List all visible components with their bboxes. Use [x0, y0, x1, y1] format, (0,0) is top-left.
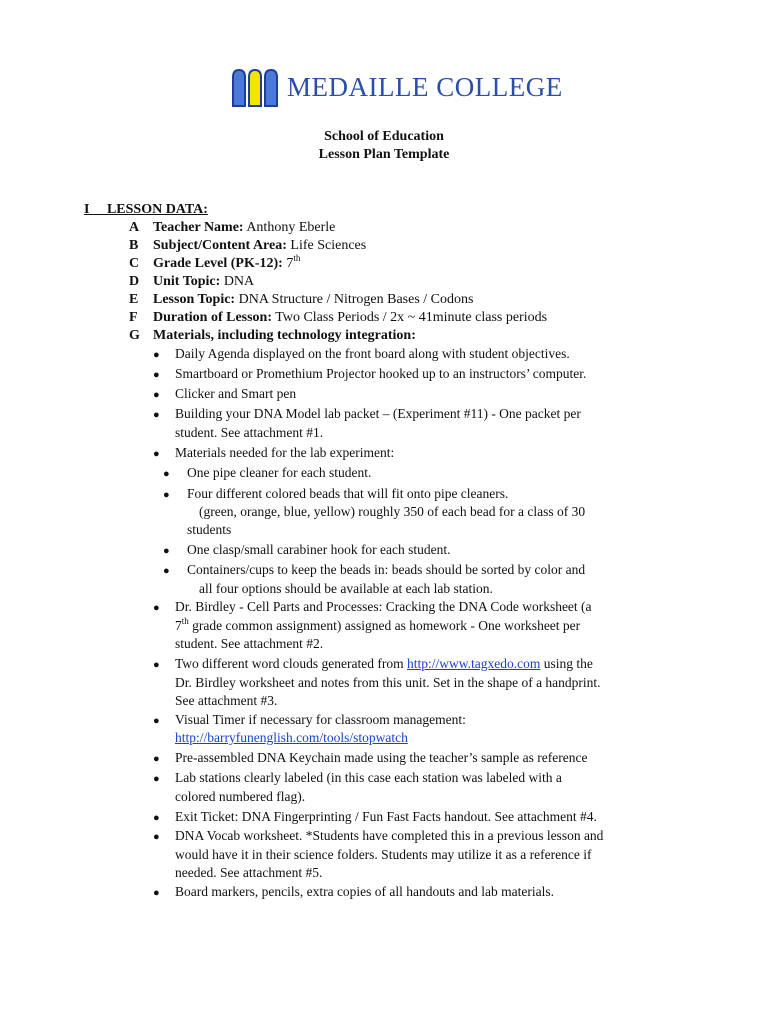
field-label: Materials, including technology integration:: [153, 328, 416, 343]
list-item: [175, 655, 593, 673]
sub-list-item-continued: all four options should be available at each lab station.: [199, 581, 493, 596]
bullet-icon: ●: [153, 409, 160, 421]
list-item-continued: would have it in their science folders. Students may utilize it as a reference if: [175, 847, 592, 862]
bullet-icon: ●: [153, 369, 160, 381]
bullet-icon: ●: [153, 773, 160, 785]
bullet-icon: ●: [153, 602, 160, 614]
stopwatch-link[interactable]: http://barryfunenglish.com/tools/stopwatch: [175, 730, 408, 745]
list-item: Materials needed for the lab experiment:: [175, 445, 395, 460]
field-letter: A: [129, 220, 140, 235]
sub-list-item-continued: (green, orange, blue, yellow) roughly 350 of each bead for a class of 30: [199, 504, 586, 519]
list-item: Dr. Birdley - Cell Parts and Processes: Cracking the DNA Code worksheet (a: [175, 599, 592, 614]
list-item: Visual Timer if necessary for classroom management:: [175, 712, 466, 727]
subject-field: [153, 237, 366, 255]
field-value: DNA Structure / Nitrogen Bases / Codons: [235, 292, 474, 307]
list-item: Board markers, pencils, extra copies of all handouts and lab materials.: [175, 884, 555, 899]
field-value: DNA: [220, 274, 255, 289]
unit-topic-field: [153, 273, 254, 291]
list-item-continued: See attachment #3.: [175, 693, 278, 708]
field-letter: C: [129, 256, 140, 271]
bullet-icon: ●: [153, 831, 160, 843]
list-item-continued: student. See attachment #2.: [175, 636, 324, 651]
tagxedo-link[interactable]: http://www.tagxedo.com: [406, 656, 541, 671]
field-label: Grade Level (PK-12):: [153, 256, 283, 271]
list-item: Exit Ticket: DNA Fingerprinting / Fun Fast Facts handout. See attachment #4.: [175, 809, 597, 824]
sub-list-item: One pipe cleaner for each student.: [187, 465, 372, 480]
list-item: Building your DNA Model lab packet – (Experiment #11) - One packet per: [175, 406, 581, 421]
sub-list-item: Containers/cups to keep the beads in: beads should be sorted by color and: [187, 562, 586, 577]
teacher-name-field: [153, 219, 335, 237]
field-letter: D: [129, 274, 140, 289]
bullet-icon: ●: [153, 887, 160, 899]
bullet-icon: ●: [153, 753, 160, 765]
field-value: Anthony Eberle: [243, 220, 336, 235]
field-label: Subject/Content Area:: [153, 238, 287, 253]
list-item-text: Two different word clouds generated from: [175, 656, 407, 671]
field-value: Two Class Periods / 2x ~ 41minute class periods: [272, 310, 548, 325]
bullet-icon: ●: [153, 659, 160, 671]
lesson-topic-field: [153, 291, 473, 309]
grade-level-field: [153, 255, 300, 273]
grade-number: 7: [175, 618, 182, 633]
field-superscript: th: [293, 253, 301, 263]
field-letter: G: [129, 328, 140, 343]
bullet-icon: ●: [153, 389, 160, 401]
field-label: Duration of Lesson:: [153, 310, 273, 325]
list-item-continued: colored numbered flag).: [175, 789, 306, 804]
bullet-icon: ●: [163, 468, 170, 480]
list-item-text: using the: [540, 656, 593, 671]
field-letter: F: [129, 310, 138, 325]
bullet-icon: ●: [153, 812, 160, 824]
list-item: DNA Vocab worksheet. *Students have completed this in a previous lesson and: [175, 828, 604, 843]
field-label: Lesson Topic:: [153, 292, 236, 307]
college-logo-icon: [231, 67, 281, 107]
list-item-continued: Dr. Birdley worksheet and notes from this unit. Set in the shape of a handprint.: [175, 675, 601, 690]
college-logo: [231, 66, 563, 108]
bullet-icon: ●: [153, 448, 160, 460]
list-item-continued: [175, 617, 580, 635]
bullet-icon: ●: [163, 565, 170, 577]
document-title: Lesson Plan Template: [318, 147, 450, 162]
sub-list-item: Four different colored beads that will fit onto pipe cleaners.: [187, 486, 509, 501]
school-title: School of Education: [324, 129, 444, 144]
list-item: Clicker and Smart pen: [175, 386, 297, 401]
bullet-icon: ●: [153, 349, 160, 361]
sub-list-item: One clasp/small carabiner hook for each student.: [187, 542, 451, 557]
field-label: Unit Topic:: [153, 274, 221, 289]
sub-list-item-continued: students: [187, 522, 232, 537]
list-item: Pre-assembled DNA Keychain made using the teacher’s sample as reference: [175, 750, 588, 765]
grade-superscript: th: [181, 616, 189, 626]
bullet-icon: ●: [153, 715, 160, 727]
list-item-continued: needed. See attachment #5.: [175, 865, 323, 880]
list-item-continued: [175, 729, 408, 747]
bullet-icon: ●: [163, 545, 170, 557]
field-letter: E: [129, 292, 139, 307]
bullet-icon: ●: [163, 489, 170, 501]
list-item: Daily Agenda displayed on the front board along with student objectives.: [175, 346, 570, 361]
field-value: Life Sciences: [286, 238, 367, 253]
college-name: MEDAILLE COLLEGE: [287, 71, 563, 102]
list-item: Smartboard or Promethium Projector hooked up to an instructors’ computer.: [175, 366, 587, 381]
materials-field: [153, 327, 416, 345]
field-letter: B: [129, 238, 139, 253]
field-value: 7: [282, 256, 294, 271]
list-item-text: grade common assignment) assigned as homework - One worksheet per: [188, 618, 581, 633]
field-label: Teacher Name:: [153, 220, 244, 235]
section-heading: I LESSON DATA:: [84, 202, 208, 217]
list-item: Lab stations clearly labeled (in this case each station was labeled with a: [175, 770, 562, 785]
duration-field: [153, 309, 547, 327]
list-item-continued: student. See attachment #1.: [175, 425, 324, 440]
